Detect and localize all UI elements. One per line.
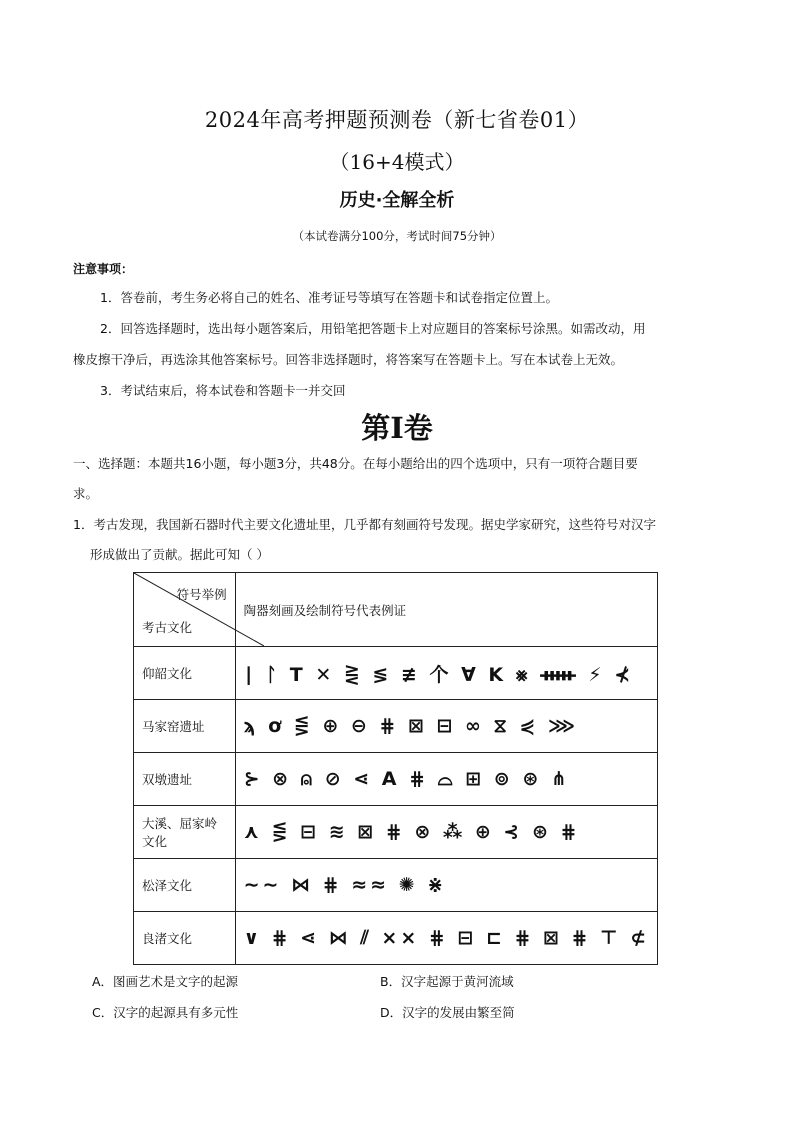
header-col2: 陶器刻画及绘制符号代表例证 bbox=[235, 573, 657, 647]
option-b[interactable]: B．汉字起源于黄河流域 bbox=[380, 974, 514, 989]
option-a[interactable]: A．图画艺术是文字的起源 bbox=[92, 974, 239, 989]
exam-subject: 历史·全解全析 bbox=[339, 190, 455, 211]
culture-cell: 双墩遗址 bbox=[134, 753, 236, 806]
diagonal-header-cell bbox=[134, 573, 236, 647]
exam-mode: （16+4模式） bbox=[329, 150, 465, 174]
table-row bbox=[134, 859, 658, 912]
notice-item-2-cont: 橡皮擦干净后，再选涂其他答案标号。回答非选择题时，将答案写在答题卡上。写在本试卷上无效。 bbox=[73, 352, 624, 367]
notice-item-2: 2．回答选择题时，选出每小题答案后，用铅笔把答题卡上对应题目的答案标号涂黑。如需改动，用 bbox=[100, 321, 646, 336]
symbols-cell: ∨ ⋕ ⋖ ⋈ ⫽ ⨯⨯ ⋕ ⊟ ⊏ ⋕ ⊠ ⋕ ⊤ ⊄ bbox=[235, 912, 657, 965]
symbols-cell: ∼∼ ⋈ ⋕ ≈≈ ✺ ⋇ bbox=[235, 859, 657, 912]
table-header-row bbox=[134, 573, 658, 647]
notice-item-1: 1．答卷前，考生务必将自己的姓名、准考证号等填写在答题卡和试卷指定位置上。 bbox=[100, 290, 558, 305]
table-row bbox=[134, 912, 658, 965]
symbols-cell: ∣ ᛚ T ✕ ⋛ ≶ ≢ 个 ∀ K ⨳ ᚔ ⚡ ⊀ bbox=[235, 647, 657, 700]
exam-title: 2024年高考押题预测卷（新七省卷01） bbox=[204, 108, 590, 132]
option-d[interactable]: D．汉字的发展由繁至简 bbox=[380, 1005, 515, 1020]
header-culture: 考古文化 bbox=[142, 620, 193, 635]
question-stem-1: 1．考古发现，我国新石器时代主要文化遗址里，几乎都有刻画符号发现。据史学家研究，这些符号对汉字 bbox=[73, 517, 656, 532]
symbol-table bbox=[133, 572, 658, 965]
notice-heading: 注意事项： bbox=[73, 262, 134, 276]
symbols-cell: ϡ ơ ⋚ ⊕ ⊖ ⋕ ⊠ ⊟ ∞ ⧖ ⋞ ⋙ bbox=[235, 700, 657, 753]
culture-cell: 良渚文化 bbox=[134, 912, 236, 965]
culture-cell: 松泽文化 bbox=[134, 859, 236, 912]
table-row bbox=[134, 647, 658, 700]
symbols-cell: ⊱ ⊗ ⍝ ⊘ ⋖ A ⋕ ⌓ ⊞ ⊚ ⊛ ⋔ bbox=[235, 753, 657, 806]
header-symbol-example: 符号举例 bbox=[176, 587, 227, 602]
culture-cell: 马家窑遗址 bbox=[134, 700, 236, 753]
section-intro-2: 求。 bbox=[73, 486, 99, 501]
option-c[interactable]: C．汉字的起源具有多元性 bbox=[92, 1005, 239, 1020]
culture-cell: 仰韶文化 bbox=[134, 647, 236, 700]
exam-note: （本试卷满分100分，考试时间75分钟） bbox=[292, 229, 502, 243]
table-row bbox=[134, 753, 658, 806]
culture-cell: 大溪、屈家岭文化 bbox=[134, 806, 236, 859]
section-title: 第Ⅰ卷 bbox=[361, 411, 433, 445]
table-row bbox=[134, 806, 658, 859]
notice-item-3: 3．考试结束后，将本试卷和答题卡一并交回 bbox=[100, 383, 346, 398]
table-row bbox=[134, 700, 658, 753]
section-intro-1: 一、选择题：本题共16小题，每小题3分，共48分。在每小题给出的四个选项中，只有一项符合题目要 bbox=[73, 456, 638, 471]
symbols-cell: ⋏ ⋚ ⊟ ≋ ⊠ ⋕ ⊗ ⁂ ⊕ ⊰ ⊛ ⋕ bbox=[235, 806, 657, 859]
question-stem-2: 形成做出了贡献。据此可知（ ） bbox=[90, 547, 269, 562]
